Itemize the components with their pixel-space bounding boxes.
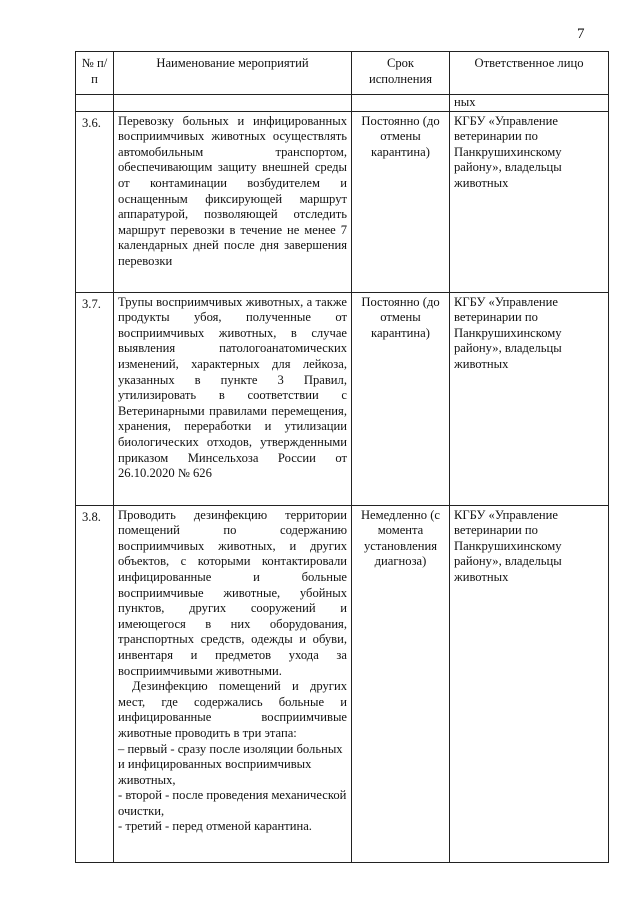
row-number: 3.8. xyxy=(76,505,114,862)
row-number: 3.6. xyxy=(76,111,114,292)
header-term: Срок исполнения xyxy=(352,52,450,95)
responsible-person: КГБУ «Управление ветеринарии по Панкрушихинскому району», владельцы животных xyxy=(450,505,609,862)
execution-term: Немедленно (с момента установления диагноза) xyxy=(352,505,450,862)
responsible-continuation: ных xyxy=(450,95,609,112)
measure-description xyxy=(114,505,352,862)
measure-description xyxy=(114,111,352,292)
measure-description xyxy=(114,292,352,505)
header-num: № п/п xyxy=(76,52,114,95)
page-number: 7 xyxy=(577,26,585,42)
table-row xyxy=(76,111,609,292)
responsible-person: КГБУ «Управление ветеринарии по Панкрушихинскому району», владельцы животных xyxy=(450,111,609,292)
row-number: 3.7. xyxy=(76,292,114,505)
measure-list-item: - второй - после проведения механической очистки, xyxy=(118,788,347,818)
measure-list-item: – первый - сразу после изоляции больных и инфицированных восприимчивых животных, xyxy=(118,741,343,787)
measure-paragraph: Перевозку больных и инфицированных восприимчивых животных осуществлять автомобильным транспортом, обеспечивающим защиту внешней среды от контаминации возбудителем и оснащенным фиксирующей маршрут аппаратурой, позволяющей отследить маршрут перевозки в течение не менее 7 календарных дней после дня завершения перевозки xyxy=(118,113,347,268)
measure-paragraph: Проводить дезинфекцию территории помещений по содержанию восприимчивых животных, и других объектов, с которыми контактировали инфицированные и больные восприимчивые животные, убойных пунктов, других сооружений и имеющегося в них оборудования, транспортных средств, одежды и обуви, инвентаря и предметов ухода за восприимчивыми животными. xyxy=(118,507,347,678)
table-header-row xyxy=(76,52,609,95)
execution-term: Постоянно (до отмены карантина) xyxy=(352,292,450,505)
measure-paragraph: Трупы восприимчивых животных, а также продукты убоя, полученные от восприимчивых животных, в случае выявления патологоанатомических изменений, характерных для лейкоза, указанных в пункте 3 Правил, утилизировать в соответствии с Ветеринарными правилами перемещения, хранения, переработки и утилизации биологических отходов, утвержденными приказом Минсельхоза России от 26.10.2020 № 626 xyxy=(118,294,347,481)
table-row-continuation xyxy=(76,95,609,112)
responsible-person: КГБУ «Управление ветеринарии по Панкрушихинскому району», владельцы животных xyxy=(450,292,609,505)
measure-paragraph: Дезинфекцию помещений и других мест, где содержались больные и инфицированные восприимчивые животные проводить в три этапа: xyxy=(118,679,347,740)
table-row xyxy=(76,292,609,505)
table-row xyxy=(76,505,609,862)
header-responsible: Ответственное лицо xyxy=(450,52,609,95)
measures-table xyxy=(75,51,609,863)
measure-list-item: - третий - перед отменой карантина. xyxy=(118,819,312,834)
header-name: Наименование мероприятий xyxy=(114,52,352,95)
execution-term: Постоянно (до отмены карантина) xyxy=(352,111,450,292)
